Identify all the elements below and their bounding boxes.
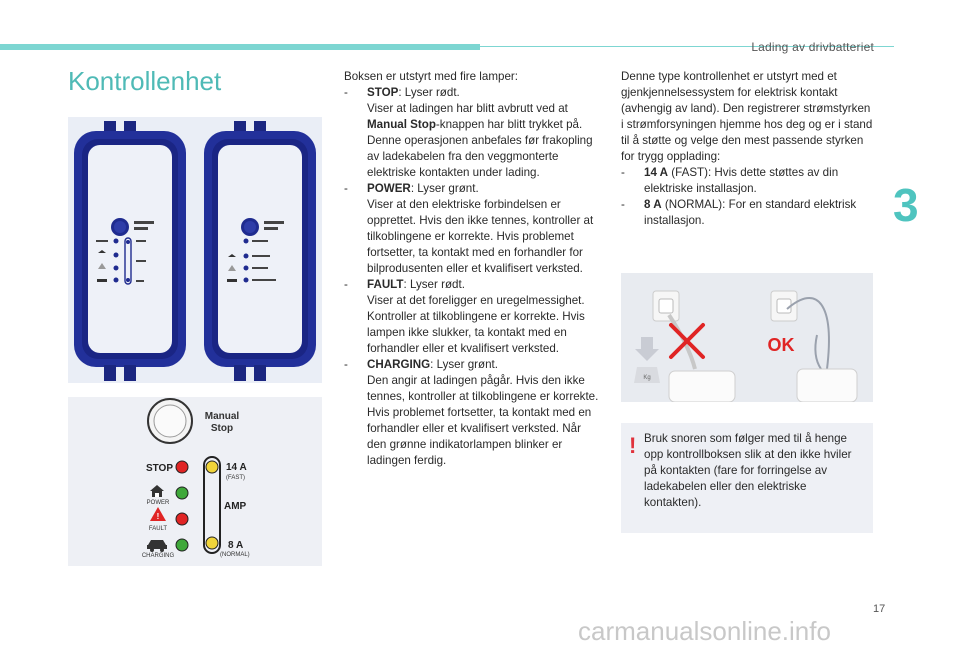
page-number: 17	[873, 603, 886, 615]
hanging-figure	[621, 273, 873, 402]
watermark: carmanualsonline.info	[578, 616, 831, 646]
list-item-stop: - STOP: Lyser rødt. Viser at ladingen har blitt avbrutt ved at Manual Stop-knappen har blitt trykket på. Denne operasjonen anbefales før frakopling av ladekabelen fra den veggmonterte elektriske kontakten under lading.	[344, 85, 600, 181]
power-led	[176, 487, 188, 499]
svg-text:!: !	[156, 512, 160, 521]
list-item-charging: - CHARGING: Lyser grønt. Den angir at ladingen pågår. Hvis den ikke tennes, kontroller at tilkoblingene er korrekte. Hvis problemet fortsetter, ta kontakt med en forhandler eller et kvalifisert verksted. Når den grønne indikatorlampen blinker er ladingen ferdig.	[344, 358, 599, 467]
charging-led	[176, 539, 188, 551]
control-unit-right	[204, 121, 316, 381]
list-item-8a: - 8 A (NORMAL): For en standard elektrisk installasjon.	[621, 198, 857, 227]
desc-charging: Den angir at ladingen pågår. Hvis den ikke tennes, kontroller at tilkoblingene er korrekte. Hvis problemet fortsetter, ta kontakt med en forhandler eller et kvalifisert verksted. Når den grønne indikatorlampen blinker er ladingen ferdig.	[367, 374, 599, 467]
lamps-description	[344, 69, 600, 469]
warning-triangle-icon	[150, 507, 166, 521]
stop-led-label: STOP	[145, 463, 173, 474]
warning-icon: !	[629, 433, 637, 458]
term-power: POWER	[367, 182, 411, 195]
control-unit-left	[74, 121, 186, 381]
amp-8-label: 8 A	[228, 540, 244, 551]
amp-14-label: 14 A	[226, 462, 247, 473]
desc-power: Viser at den elektriske forbindelsen er opprettet. Hvis den ikke tennes, kontroller at tilkoblingene er korrekte. Hvis problemet fortsetter, ta kontakt med en forhandler for bilprodusenten eller et kvalifisert verksted.	[367, 198, 594, 275]
control-units-figure	[68, 117, 322, 383]
manual-label: Manual	[204, 411, 240, 422]
desc-stop: Viser at ladingen har blitt avbrutt ved at Manual Stop-knappen har blitt trykket på. Denne operasjonen anbefales før frakopling av ladekabelen fra den veggmonterte elektriske kontakten under lading.	[367, 102, 593, 179]
car-icon	[147, 540, 167, 552]
list-item-14a: - 14 A (FAST): Hvis dette støttes av din elektriske installasjon.	[621, 166, 839, 195]
normal-label: (NORMAL)	[220, 552, 250, 558]
weight-label: Kg	[643, 375, 651, 381]
power-led-label: POWER	[146, 500, 170, 506]
running-title: Lading av drivbatteriet	[751, 40, 874, 54]
warning-text: Bruk snoren som følger med til å henge opp kontrollboksen slik at den ikke hviler på kontakten (fare for forringelse av ladekabelen eller den elektriske kontakten).	[644, 432, 852, 509]
control-panel-closeup	[68, 397, 322, 566]
detection-intro: Denne type kontrollenhet er utstyrt med et gjenkjennelsessystem for elektrisk kontakt (avhengig av land). Den registrerer strømstyrken i strømforsyningen hjemme hos deg og er i stand til å støtte og velge den mest passende styrken for trygg opplading:	[621, 70, 873, 163]
hanging-illustration	[621, 273, 873, 402]
term-fault: FAULT	[367, 278, 404, 291]
stop-led	[176, 461, 188, 473]
correct-hanging	[768, 291, 858, 402]
amp-label: AMP	[224, 501, 247, 512]
wrong-hanging	[634, 291, 735, 402]
term-stop: STOP	[367, 86, 399, 99]
led-8a	[206, 537, 218, 549]
list-item-fault: - FAULT: Lyser rødt. Viser at det foreligger en uregelmessighet. Kontroller at tilkoblingene er korrekte. Hvis lampen ikke slukker, ta kontakt med en forhandler eller et kvalifisert verksted.	[344, 277, 600, 357]
control-panel-illustration	[68, 397, 322, 566]
fault-led-label: FAULT	[148, 526, 168, 532]
list-item-power: - POWER: Lyser grønt. Viser at den elektriske forbindelsen er opprettet. Hvis den ikke tennes, kontroller at tilkoblingene er korrekte. Hvis problemet fortsetter, ta kontakt med en forhandler for bilprodusenten eller et kvalifisert verksted.	[344, 181, 600, 277]
led-14a	[206, 461, 218, 473]
stop-label: Stop	[210, 423, 234, 434]
section-title: Kontrollenhet	[68, 66, 222, 96]
chapter-number: 3	[893, 179, 919, 231]
lamps-intro: Boksen er utstyrt med fire lamper:	[344, 70, 518, 83]
charging-led-label: CHARGING	[141, 553, 175, 559]
detection-description	[621, 69, 873, 229]
term-charging: CHARGING	[367, 358, 431, 371]
ok-label: OK	[767, 335, 795, 355]
cross-icon	[671, 325, 703, 357]
fast-label: (FAST)	[226, 475, 245, 481]
home-icon	[150, 485, 164, 497]
desc-fault: Viser at det foreligger en uregelmessighet. Kontroller at tilkoblingene er korrekte. Hvis lampen ikke slukker, ta kontakt med en forhandler eller et kvalifisert verksted.	[367, 294, 585, 355]
warning-box	[621, 423, 873, 533]
control-units-illustration	[68, 117, 322, 383]
header-rule	[0, 44, 480, 50]
fault-led	[176, 513, 188, 525]
